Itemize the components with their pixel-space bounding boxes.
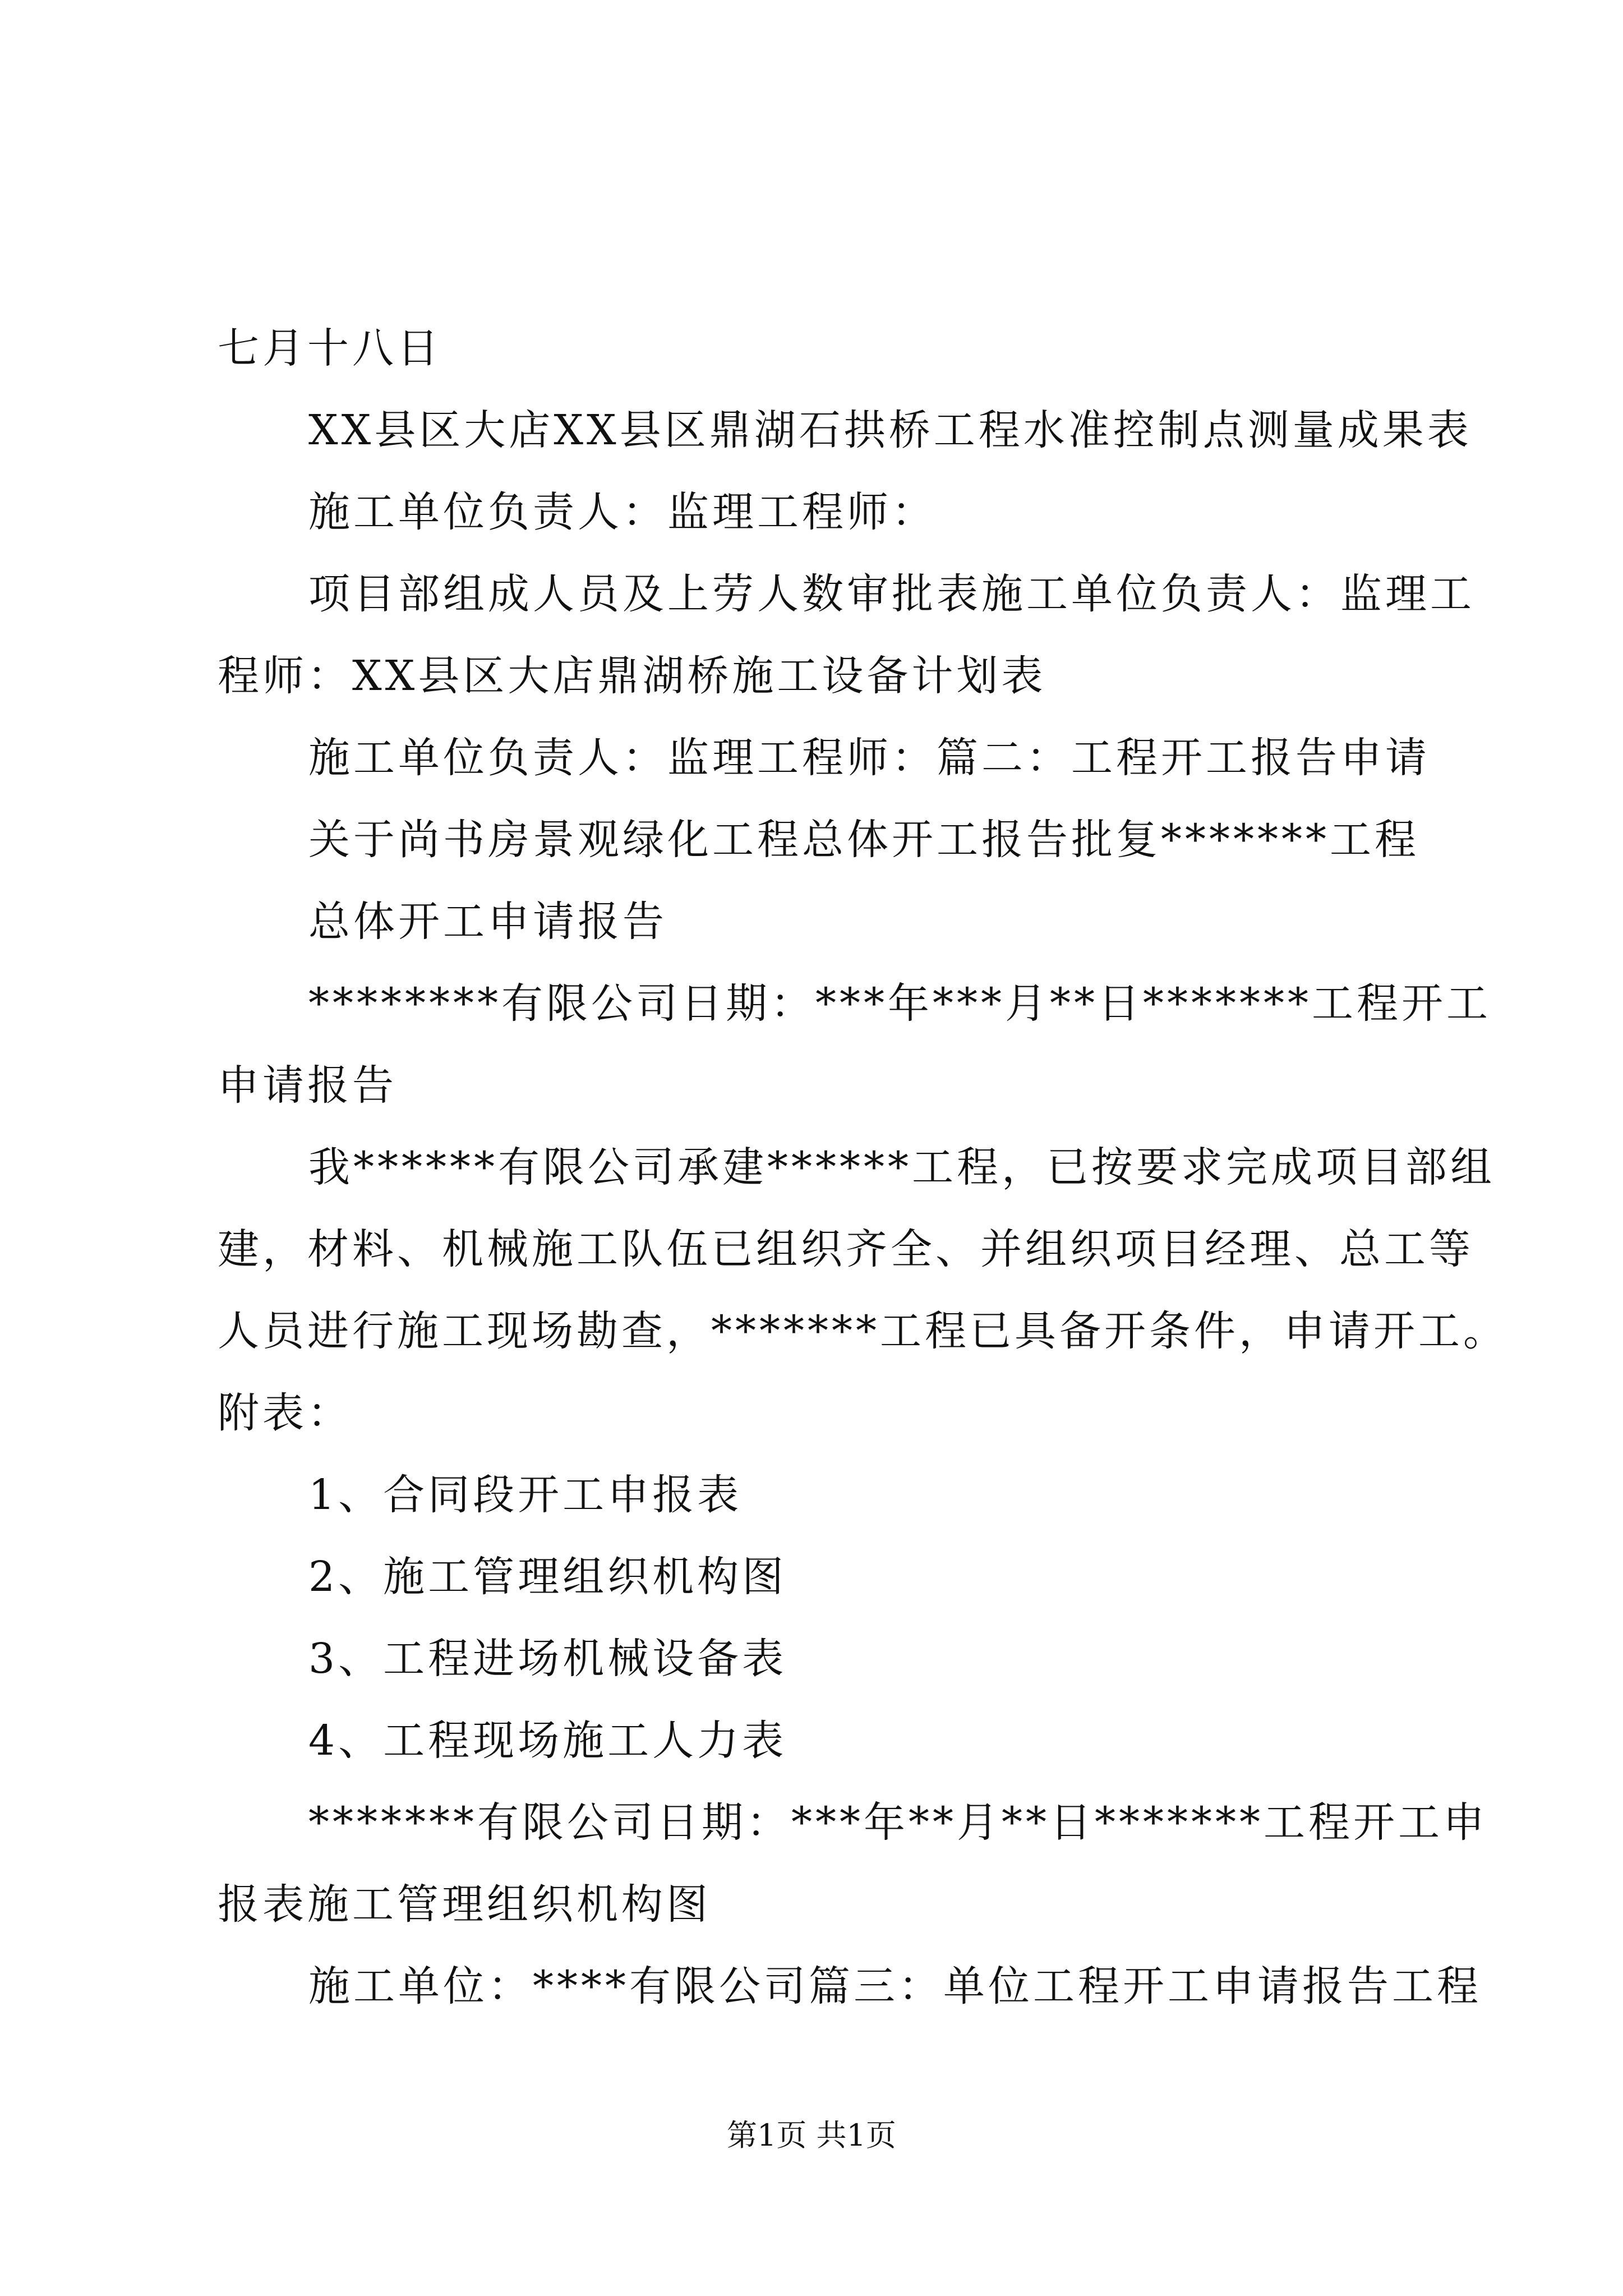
text-line: 附表： — [218, 1389, 352, 1437]
text-line: 施工单位负责人：监理工程师：篇二：工程开工报告申请 — [308, 734, 1430, 782]
text-line: 程师：XX县区大店鼎湖桥施工设备计划表 — [218, 652, 1046, 700]
text-line: ********有限公司日期：***年***月**日*******工程开工 — [308, 979, 1491, 1028]
text-line: 施工单位负责人：监理工程师： — [308, 488, 937, 536]
document-body — [218, 307, 1508, 2027]
text-line: *******有限公司日期：***年**月**日*******工程开工申 — [308, 1798, 1488, 1847]
text-line: 我******有限公司承建******工程，已按要求完成项目部组 — [308, 1143, 1495, 1191]
page-footer: 第1页 共1页 — [727, 2118, 896, 2153]
text-line: 申请报告 — [218, 1061, 397, 1110]
text-line: 总体开工申请报告 — [308, 898, 667, 946]
text-line: 报表施工管理组织机构图 — [218, 1880, 711, 1929]
list-item: 1、合同段开工申报表 — [308, 1471, 743, 1519]
list-item: 3、工程进场机械设备表 — [308, 1635, 787, 1683]
text-line: 施工单位：****有限公司篇三：单位工程开工申请报告工程 — [308, 1962, 1482, 2010]
text-line: 建，材料、机械施工队伍已组织齐全、并组织项目经理、总工等 — [218, 1225, 1474, 1273]
text-line: 人员进行施工现场勘查，*******工程已具备开条件，申请开工。 — [218, 1307, 1508, 1355]
list-item: 4、工程现场施工人力表 — [308, 1717, 787, 1765]
text-line: 项目部组成人员及上劳人数审批表施工单位负责人：监理工 — [308, 570, 1475, 618]
text-line: XX县区大店XX县区鼎湖石拱桥工程水准控制点测量成果表 — [308, 406, 1472, 454]
list-item: 2、施工管理组织机构图 — [308, 1553, 787, 1601]
text-line: 七月十八日 — [218, 324, 442, 372]
text-line: 关于尚书房景观绿化工程总体开工报告批复*******工程 — [308, 816, 1419, 864]
